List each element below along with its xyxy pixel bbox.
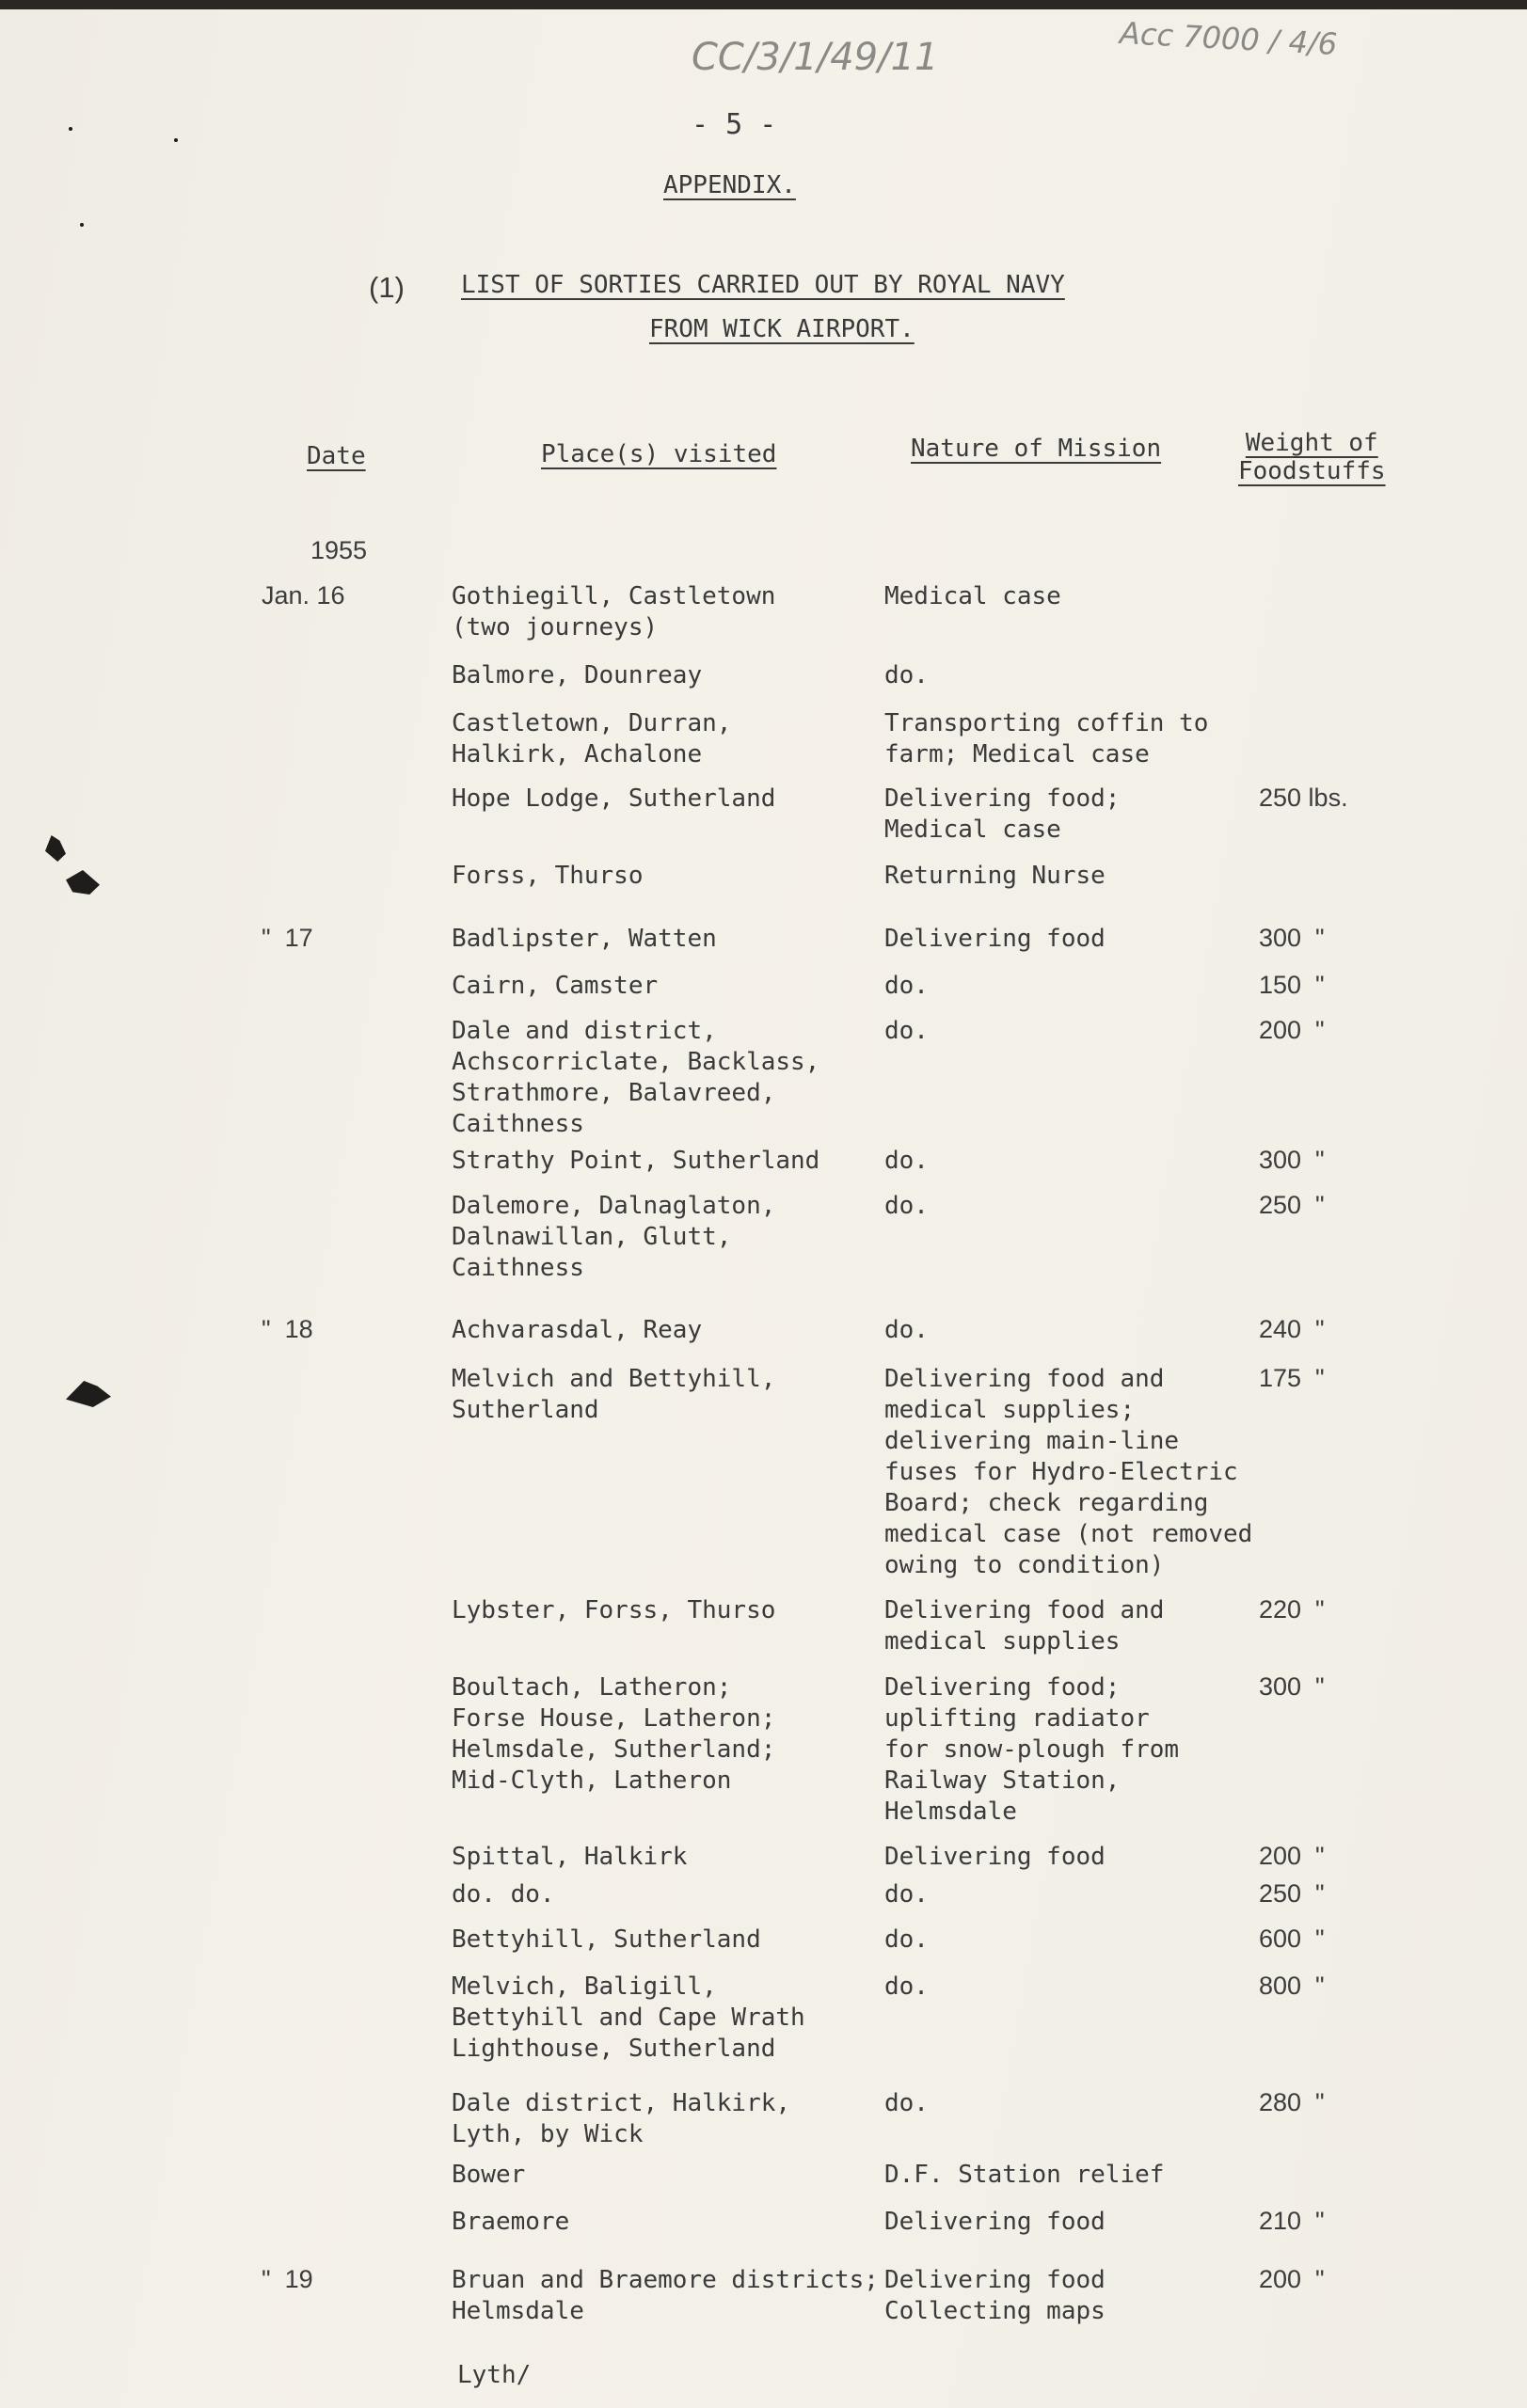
paper-speck bbox=[69, 127, 72, 131]
paper-speck bbox=[80, 223, 84, 227]
row-weight: 200 " bbox=[1259, 2265, 1325, 2293]
row-place: Spittal, Halkirk bbox=[452, 1843, 688, 1871]
row-mission: Medical case bbox=[884, 582, 1061, 610]
row-weight: 800 " bbox=[1259, 1972, 1325, 2000]
row-mission: do. bbox=[884, 1972, 929, 2001]
row-weight: 200 " bbox=[1259, 1842, 1325, 1870]
row-place: Bruan and Braemore districts; Helmsdale bbox=[452, 2266, 879, 2325]
row-place: Achvarasdal, Reay bbox=[452, 1316, 703, 1344]
row-date: Jan. 16 bbox=[262, 581, 345, 610]
section-title-line-2: FROM WICK AIRPORT. bbox=[649, 315, 915, 343]
row-weight: 250 " bbox=[1259, 1879, 1325, 1908]
row-place: do. do. bbox=[452, 1880, 555, 1909]
row-mission: Delivering food bbox=[884, 925, 1105, 953]
row-weight: 300 " bbox=[1259, 1146, 1325, 1174]
paper-damage-mark bbox=[66, 870, 100, 895]
row-place: Dalemore, Dalnaglaton, Dalnawillan, Glutt, Caithness bbox=[452, 1192, 776, 1282]
row-mission: do. bbox=[884, 1316, 929, 1344]
row-weight: 600 " bbox=[1259, 1925, 1325, 1953]
row-date: " 18 bbox=[262, 1315, 313, 1343]
row-weight: 250 lbs. bbox=[1259, 784, 1348, 812]
row-place: Badlipster, Watten bbox=[452, 925, 717, 953]
row-mission: do. bbox=[884, 1880, 929, 1909]
row-place: Boultach, Latheron; Forse House, Latheron; Helmsdale, Sutherland; Mid-Clyth, Latheron bbox=[452, 1673, 776, 1795]
row-mission: Delivering food bbox=[884, 1843, 1105, 1871]
row-weight: 250 " bbox=[1259, 1191, 1325, 1219]
catchword: Lyth/ bbox=[457, 2361, 532, 2389]
row-place: Lybster, Forss, Thurso bbox=[452, 1596, 776, 1624]
column-header-places: Place(s) visited bbox=[541, 440, 777, 468]
archive-reference-right: Acc 7000 / 4/6 bbox=[1119, 14, 1339, 63]
row-weight: 150 " bbox=[1259, 971, 1325, 999]
row-weight: 240 " bbox=[1259, 1315, 1325, 1343]
section-number: (1) bbox=[369, 271, 405, 304]
row-mission: D.F. Station relief bbox=[884, 2161, 1165, 2189]
row-mission: do. bbox=[884, 1147, 929, 1175]
year-label: 1955 bbox=[310, 536, 368, 564]
row-mission: Transporting coffin to farm; Medical case bbox=[884, 709, 1209, 768]
row-weight: 300 " bbox=[1259, 1672, 1325, 1701]
row-place: Bettyhill, Sutherland bbox=[452, 1925, 761, 1954]
row-weight: 200 " bbox=[1259, 1016, 1325, 1044]
row-place: Melvich, Baligill, Bettyhill and Cape Wrath Lighthouse, Sutherland bbox=[452, 1972, 805, 2063]
row-weight: 220 " bbox=[1259, 1595, 1325, 1624]
appendix-heading: APPENDIX. bbox=[663, 171, 796, 199]
page-number: - 5 - bbox=[692, 108, 777, 141]
row-place: Dale and district, Achscorriclate, Backlass, Strathmore, Balavreed, Caithness bbox=[452, 1017, 820, 1138]
section-title-line-1: LIST OF SORTIES CARRIED OUT BY ROYAL NAVY bbox=[461, 271, 1065, 299]
row-place: Melvich and Bettyhill, Sutherland bbox=[452, 1365, 776, 1424]
row-date: " 17 bbox=[262, 924, 313, 952]
row-mission: do. bbox=[884, 972, 929, 1000]
row-mission: Delivering food; uplifting radiator for snow-plough from Railway Station, Helmsdale bbox=[884, 1673, 1180, 1826]
row-place: Hope Lodge, Sutherland bbox=[452, 784, 776, 813]
row-date: " 19 bbox=[262, 2265, 313, 2293]
paper-damage-mark bbox=[45, 835, 66, 862]
row-weight: 300 " bbox=[1259, 924, 1325, 952]
column-header-mission: Nature of Mission bbox=[911, 435, 1162, 463]
column-header-date: Date bbox=[307, 442, 366, 470]
row-mission: do. bbox=[884, 661, 929, 689]
row-place: Gothiegill, Castletown (two journeys) bbox=[452, 582, 776, 642]
row-weight: 280 " bbox=[1259, 2088, 1325, 2116]
row-place: Dale district, Halkirk, Lyth, by Wick bbox=[452, 2089, 791, 2148]
row-place: Cairn, Camster bbox=[452, 972, 659, 1000]
row-mission: do. bbox=[884, 1925, 929, 1954]
row-mission: Delivering food Collecting maps bbox=[884, 2266, 1105, 2325]
row-place: Bower bbox=[452, 2161, 526, 2189]
archive-reference-left: CC/3/1/49/11 bbox=[692, 36, 939, 79]
row-weight: 210 " bbox=[1259, 2207, 1325, 2235]
row-mission: do. bbox=[884, 2089, 929, 2117]
row-mission: Delivering food bbox=[884, 2208, 1105, 2236]
row-mission: do. bbox=[884, 1192, 929, 1220]
paper-speck bbox=[174, 138, 178, 142]
column-header-weight: Weight of Foodstuffs bbox=[1238, 429, 1386, 485]
row-mission: Delivering food and medical supplies; delivering main-line fuses for Hydro-Electric Board; check regarding medical case (not removed owing to condition) bbox=[884, 1365, 1253, 1579]
row-mission: Returning Nurse bbox=[884, 862, 1105, 890]
row-mission: Delivering food; Medical case bbox=[884, 784, 1121, 844]
row-mission: Delivering food and medical supplies bbox=[884, 1596, 1165, 1656]
row-weight: 175 " bbox=[1259, 1364, 1325, 1392]
document-page bbox=[0, 9, 1527, 2408]
row-place: Strathy Point, Sutherland bbox=[452, 1147, 820, 1175]
row-mission: do. bbox=[884, 1017, 929, 1045]
row-place: Forss, Thurso bbox=[452, 862, 644, 890]
paper-damage-mark bbox=[66, 1381, 111, 1407]
row-place: Braemore bbox=[452, 2208, 570, 2236]
row-place: Castletown, Durran, Halkirk, Achalone bbox=[452, 709, 732, 768]
row-place: Balmore, Dounreay bbox=[452, 661, 703, 689]
